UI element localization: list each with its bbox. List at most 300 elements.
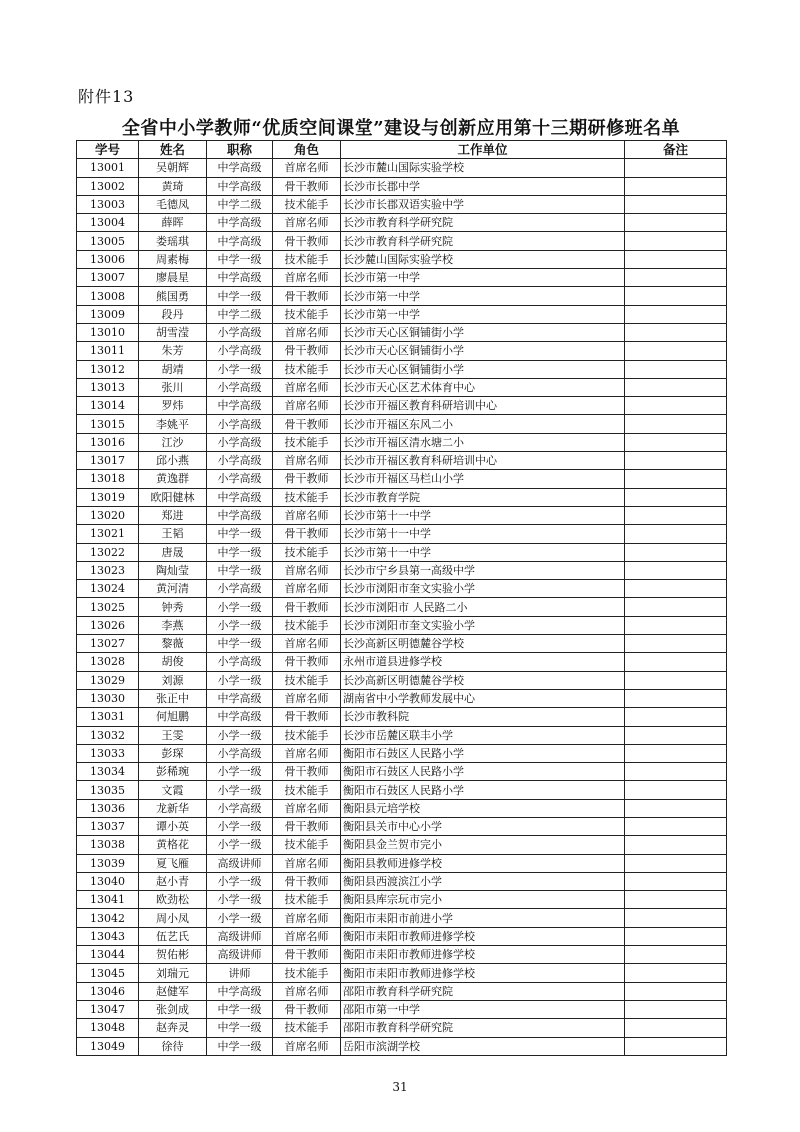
table-row: [77, 452, 727, 470]
cell-name: 朱芳: [139, 342, 207, 360]
cell-remark: [625, 452, 727, 470]
cell-name: 薛晖: [139, 214, 207, 232]
table-row: [77, 415, 727, 433]
cell-remark: [625, 525, 727, 543]
cell-rank: 中学一级: [207, 1019, 273, 1037]
table-row: [77, 616, 727, 634]
cell-work-unit: 衡阳市石鼓区人民路小学: [341, 744, 625, 762]
cell-remark: [625, 488, 727, 506]
cell-work-unit: 长沙市浏阳市奎文实验小学: [341, 580, 625, 598]
cell-rank: 中学一级: [207, 250, 273, 268]
cell-rank: 小学高级: [207, 415, 273, 433]
cell-remark: [625, 433, 727, 451]
cell-rank: 中学一级: [207, 1000, 273, 1018]
cell-name: 黄琦: [139, 177, 207, 195]
cell-student-id: 13015: [77, 415, 139, 433]
cell-work-unit: 长沙市开福区教育科研培训中心: [341, 452, 625, 470]
cell-remark: [625, 689, 727, 707]
cell-student-id: 13049: [77, 1037, 139, 1055]
cell-name: 唐晟: [139, 543, 207, 561]
cell-student-id: 13035: [77, 781, 139, 799]
cell-role: 技术能手: [273, 360, 341, 378]
cell-work-unit: 长沙麓山国际实验学校: [341, 250, 625, 268]
cell-remark: [625, 470, 727, 488]
column-header-title: 职称: [207, 141, 273, 159]
cell-work-unit: 衡阳县教师进修学校: [341, 854, 625, 872]
cell-name: 胡雪滢: [139, 323, 207, 341]
cell-student-id: 13026: [77, 616, 139, 634]
cell-remark: [625, 159, 727, 177]
cell-student-id: 13044: [77, 946, 139, 964]
cell-name: 赵奔灵: [139, 1019, 207, 1037]
table-row: [77, 964, 727, 982]
cell-student-id: 13036: [77, 799, 139, 817]
cell-role: 骨干教师: [273, 177, 341, 195]
cell-role: 技术能手: [273, 433, 341, 451]
cell-remark: [625, 1037, 727, 1055]
table-row: [77, 250, 727, 268]
cell-name: 黄河清: [139, 580, 207, 598]
cell-student-id: 13030: [77, 689, 139, 707]
cell-work-unit: 衡阳市石鼓区人民路小学: [341, 763, 625, 781]
cell-work-unit: 长沙市浏阳市奎文实验小学: [341, 616, 625, 634]
cell-work-unit: 长沙市天心区铜铺街小学: [341, 323, 625, 341]
cell-remark: [625, 836, 727, 854]
cell-name: 胡靖: [139, 360, 207, 378]
cell-work-unit: 长沙高新区明德麓谷学校: [341, 671, 625, 689]
cell-name: 张正中: [139, 689, 207, 707]
cell-remark: [625, 872, 727, 890]
cell-remark: [625, 708, 727, 726]
cell-rank: 小学一级: [207, 726, 273, 744]
cell-role: 首席名师: [273, 580, 341, 598]
cell-rank: 中学一级: [207, 635, 273, 653]
cell-rank: 中学高级: [207, 177, 273, 195]
table-row: [77, 708, 727, 726]
table-header-row: [77, 141, 727, 159]
cell-student-id: 13025: [77, 598, 139, 616]
cell-remark: [625, 927, 727, 945]
cell-work-unit: 长沙市教育科学研究院: [341, 232, 625, 250]
cell-role: 技术能手: [273, 1019, 341, 1037]
cell-rank: 高级讲师: [207, 946, 273, 964]
cell-work-unit: 长沙市第一中学: [341, 287, 625, 305]
cell-name: 王韬: [139, 525, 207, 543]
cell-rank: 小学高级: [207, 580, 273, 598]
cell-name: 陶灿莹: [139, 561, 207, 579]
cell-student-id: 13047: [77, 1000, 139, 1018]
table-row: [77, 781, 727, 799]
table-row: [77, 726, 727, 744]
cell-role: 骨干教师: [273, 653, 341, 671]
cell-student-id: 13045: [77, 964, 139, 982]
cell-student-id: 13023: [77, 561, 139, 579]
cell-student-id: 13040: [77, 872, 139, 890]
column-header-remark: 备注: [625, 141, 727, 159]
cell-role: 技术能手: [273, 305, 341, 323]
column-header-unit: 工作单位: [341, 141, 625, 159]
table-row: [77, 653, 727, 671]
cell-student-id: 13006: [77, 250, 139, 268]
cell-role: 首席名师: [273, 214, 341, 232]
cell-remark: [625, 598, 727, 616]
table-row: [77, 982, 727, 1000]
table-row: [77, 342, 727, 360]
document-title: 全省中小学教师“优质空间课堂”建设与创新应用第十三期研修班名单: [121, 118, 681, 139]
cell-remark: [625, 580, 727, 598]
cell-role: 首席名师: [273, 799, 341, 817]
cell-student-id: 13041: [77, 891, 139, 909]
cell-rank: 中学高级: [207, 488, 273, 506]
table-row: [77, 671, 727, 689]
cell-name: 吴朝辉: [139, 159, 207, 177]
cell-work-unit: 长沙市浏阳市 人民路二小: [341, 598, 625, 616]
table-row: [77, 817, 727, 835]
cell-remark: [625, 964, 727, 982]
cell-rank: 中学高级: [207, 506, 273, 524]
table-row: [77, 1000, 727, 1018]
cell-work-unit: 长沙市长郡双语实验中学: [341, 195, 625, 213]
cell-name: 何旭鹏: [139, 708, 207, 726]
cell-rank: 中学二级: [207, 305, 273, 323]
table-row: [77, 214, 727, 232]
table-row: [77, 506, 727, 524]
cell-work-unit: 衡阳县西渡滨江小学: [341, 872, 625, 890]
cell-student-id: 13037: [77, 817, 139, 835]
cell-rank: 小学一级: [207, 616, 273, 634]
table-row: [77, 543, 727, 561]
cell-work-unit: 岳阳市滨湖学校: [341, 1037, 625, 1055]
cell-student-id: 13038: [77, 836, 139, 854]
cell-name: 郑进: [139, 506, 207, 524]
cell-student-id: 13048: [77, 1019, 139, 1037]
cell-name: 邱小燕: [139, 452, 207, 470]
cell-remark: [625, 269, 727, 287]
cell-remark: [625, 177, 727, 195]
cell-rank: 小学一级: [207, 891, 273, 909]
cell-rank: 讲师: [207, 964, 273, 982]
cell-role: 骨干教师: [273, 525, 341, 543]
cell-role: 骨干教师: [273, 1000, 341, 1018]
cell-work-unit: 长沙市第一中学: [341, 305, 625, 323]
cell-rank: 小学一级: [207, 909, 273, 927]
cell-name: 谭小英: [139, 817, 207, 835]
cell-name: 贺佑彬: [139, 946, 207, 964]
cell-name: 王雯: [139, 726, 207, 744]
table-row: [77, 927, 727, 945]
cell-student-id: 13027: [77, 635, 139, 653]
table-row: [77, 488, 727, 506]
cell-remark: [625, 817, 727, 835]
cell-work-unit: 长沙市教育科学研究院: [341, 214, 625, 232]
cell-work-unit: 长沙市开福区清水塘二小: [341, 433, 625, 451]
cell-remark: [625, 342, 727, 360]
cell-role: 技术能手: [273, 964, 341, 982]
cell-rank: 小学高级: [207, 799, 273, 817]
cell-role: 骨干教师: [273, 817, 341, 835]
cell-work-unit: 长沙市开福区教育科研培训中心: [341, 397, 625, 415]
cell-rank: 小学高级: [207, 470, 273, 488]
cell-rank: 中学高级: [207, 689, 273, 707]
cell-student-id: 13013: [77, 378, 139, 396]
cell-role: 骨干教师: [273, 598, 341, 616]
table-row: [77, 287, 727, 305]
cell-rank: 中学高级: [207, 269, 273, 287]
cell-rank: 小学高级: [207, 653, 273, 671]
table-row: [77, 689, 727, 707]
cell-role: 技术能手: [273, 616, 341, 634]
attachment-label: 附件13: [78, 87, 135, 106]
cell-name: 钟秀: [139, 598, 207, 616]
table-row: [77, 360, 727, 378]
cell-work-unit: 邵阳市教育科学研究院: [341, 982, 625, 1000]
cell-name: 张剑成: [139, 1000, 207, 1018]
table-row: [77, 177, 727, 195]
column-header-role: 角色: [273, 141, 341, 159]
cell-student-id: 13004: [77, 214, 139, 232]
cell-remark: [625, 891, 727, 909]
table-row: [77, 305, 727, 323]
cell-name: 胡俊: [139, 653, 207, 671]
cell-role: 骨干教师: [273, 470, 341, 488]
cell-remark: [625, 799, 727, 817]
cell-rank: 中学一级: [207, 543, 273, 561]
cell-rank: 中学高级: [207, 397, 273, 415]
cell-work-unit: 长沙市开福区东风二小: [341, 415, 625, 433]
cell-remark: [625, 360, 727, 378]
cell-role: 技术能手: [273, 488, 341, 506]
cell-rank: 小学高级: [207, 342, 273, 360]
cell-rank: 高级讲师: [207, 927, 273, 945]
cell-remark: [625, 232, 727, 250]
table-row: [77, 763, 727, 781]
cell-name: 张川: [139, 378, 207, 396]
cell-remark: [625, 397, 727, 415]
cell-name: 文霞: [139, 781, 207, 799]
cell-work-unit: 衡阳县关市中心小学: [341, 817, 625, 835]
table-row: [77, 269, 727, 287]
table-row: [77, 872, 727, 890]
cell-student-id: 13029: [77, 671, 139, 689]
cell-student-id: 13032: [77, 726, 139, 744]
cell-name: 刘瑞元: [139, 964, 207, 982]
cell-rank: 小学一级: [207, 872, 273, 890]
cell-work-unit: 邵阳市教育科学研究院: [341, 1019, 625, 1037]
cell-role: 技术能手: [273, 726, 341, 744]
cell-student-id: 13028: [77, 653, 139, 671]
page-number: 31: [392, 1080, 408, 1094]
cell-name: 赵健军: [139, 982, 207, 1000]
cell-work-unit: 永州市道县进修学校: [341, 653, 625, 671]
cell-remark: [625, 1019, 727, 1037]
table-row: [77, 836, 727, 854]
table-row: [77, 946, 727, 964]
cell-work-unit: 长沙市麓山国际实验学校: [341, 159, 625, 177]
cell-role: 骨干教师: [273, 287, 341, 305]
roster-body: [77, 159, 727, 1056]
cell-rank: 小学一级: [207, 598, 273, 616]
cell-student-id: 13022: [77, 543, 139, 561]
cell-rank: 中学一级: [207, 287, 273, 305]
cell-name: 李姚平: [139, 415, 207, 433]
table-row: [77, 1019, 727, 1037]
cell-name: 欧劲松: [139, 891, 207, 909]
table-row: [77, 1037, 727, 1055]
cell-name: 龙新华: [139, 799, 207, 817]
table-row: [77, 854, 727, 872]
table-row: [77, 323, 727, 341]
cell-role: 骨干教师: [273, 872, 341, 890]
cell-remark: [625, 744, 727, 762]
cell-work-unit: 长沙市宁乡县第一高级中学: [341, 561, 625, 579]
cell-remark: [625, 909, 727, 927]
cell-role: 技术能手: [273, 836, 341, 854]
cell-name: 彭稀琬: [139, 763, 207, 781]
table-row: [77, 378, 727, 396]
cell-role: 首席名师: [273, 909, 341, 927]
cell-remark: [625, 378, 727, 396]
cell-student-id: 13039: [77, 854, 139, 872]
cell-rank: 中学高级: [207, 159, 273, 177]
cell-student-id: 13016: [77, 433, 139, 451]
cell-name: 伍艺氏: [139, 927, 207, 945]
table-row: [77, 470, 727, 488]
cell-role: 骨干教师: [273, 342, 341, 360]
cell-student-id: 13043: [77, 927, 139, 945]
table-row: [77, 195, 727, 213]
cell-role: 技术能手: [273, 781, 341, 799]
table-row: [77, 159, 727, 177]
cell-remark: [625, 543, 727, 561]
cell-rank: 小学一级: [207, 763, 273, 781]
cell-role: 骨干教师: [273, 763, 341, 781]
cell-role: 骨干教师: [273, 415, 341, 433]
cell-name: 刘源: [139, 671, 207, 689]
table-row: [77, 397, 727, 415]
cell-name: 毛德凤: [139, 195, 207, 213]
cell-role: 技术能手: [273, 195, 341, 213]
column-header-id: 学号: [77, 141, 139, 159]
cell-remark: [625, 415, 727, 433]
cell-role: 首席名师: [273, 1037, 341, 1055]
cell-rank: 高级讲师: [207, 854, 273, 872]
table-row: [77, 561, 727, 579]
cell-rank: 小学一级: [207, 836, 273, 854]
table-row: [77, 433, 727, 451]
cell-work-unit: 长沙市岳麓区联丰小学: [341, 726, 625, 744]
cell-remark: [625, 616, 727, 634]
cell-student-id: 13024: [77, 580, 139, 598]
cell-name: 夏飞雁: [139, 854, 207, 872]
cell-work-unit: 长沙市天心区铜铺街小学: [341, 360, 625, 378]
cell-student-id: 13014: [77, 397, 139, 415]
cell-student-id: 13007: [77, 269, 139, 287]
cell-remark: [625, 305, 727, 323]
cell-role: 首席名师: [273, 635, 341, 653]
table-row: [77, 635, 727, 653]
cell-rank: 中学一级: [207, 561, 273, 579]
cell-name: 江沙: [139, 433, 207, 451]
cell-name: 周小凤: [139, 909, 207, 927]
cell-work-unit: 长沙市天心区艺术体育中心: [341, 378, 625, 396]
cell-remark: [625, 214, 727, 232]
cell-work-unit: 长沙市开福区马栏山小学: [341, 470, 625, 488]
cell-student-id: 13009: [77, 305, 139, 323]
cell-role: 骨干教师: [273, 708, 341, 726]
cell-work-unit: 衡阳市耒阳市前进小学: [341, 909, 625, 927]
cell-remark: [625, 653, 727, 671]
cell-rank: 中学一级: [207, 525, 273, 543]
cell-role: 骨干教师: [273, 232, 341, 250]
cell-student-id: 13046: [77, 982, 139, 1000]
cell-role: 首席名师: [273, 506, 341, 524]
cell-work-unit: 长沙市长郡中学: [341, 177, 625, 195]
cell-rank: 中学高级: [207, 232, 273, 250]
cell-remark: [625, 195, 727, 213]
cell-rank: 中学高级: [207, 982, 273, 1000]
cell-work-unit: 衡阳市耒阳市教师进修学校: [341, 927, 625, 945]
cell-rank: 中学高级: [207, 708, 273, 726]
cell-role: 首席名师: [273, 323, 341, 341]
cell-student-id: 13010: [77, 323, 139, 341]
cell-work-unit: 衡阳市耒阳市教师进修学校: [341, 946, 625, 964]
cell-role: 骨干教师: [273, 946, 341, 964]
cell-work-unit: 长沙市第十一中学: [341, 525, 625, 543]
table-row: [77, 598, 727, 616]
cell-name: 娄瑶琪: [139, 232, 207, 250]
cell-name: 徐待: [139, 1037, 207, 1055]
cell-remark: [625, 1000, 727, 1018]
cell-student-id: 13034: [77, 763, 139, 781]
cell-student-id: 13003: [77, 195, 139, 213]
cell-remark: [625, 946, 727, 964]
cell-rank: 中学二级: [207, 195, 273, 213]
table-row: [77, 525, 727, 543]
cell-student-id: 13020: [77, 506, 139, 524]
cell-role: 技术能手: [273, 250, 341, 268]
cell-role: 首席名师: [273, 378, 341, 396]
column-header-name: 姓名: [139, 141, 207, 159]
cell-rank: 小学一级: [207, 360, 273, 378]
table-row: [77, 909, 727, 927]
cell-name: 黄逸群: [139, 470, 207, 488]
cell-work-unit: 长沙高新区明德麓谷学校: [341, 635, 625, 653]
cell-remark: [625, 982, 727, 1000]
cell-work-unit: 长沙市天心区铜铺街小学: [341, 342, 625, 360]
cell-remark: [625, 671, 727, 689]
cell-student-id: 13017: [77, 452, 139, 470]
cell-name: 罗炜: [139, 397, 207, 415]
cell-name: 欧阳健林: [139, 488, 207, 506]
cell-student-id: 13042: [77, 909, 139, 927]
cell-remark: [625, 781, 727, 799]
cell-rank: 小学高级: [207, 378, 273, 396]
cell-work-unit: 衡阳县库宗玩市完小: [341, 891, 625, 909]
cell-student-id: 13001: [77, 159, 139, 177]
cell-role: 首席名师: [273, 269, 341, 287]
cell-work-unit: 长沙市教科院: [341, 708, 625, 726]
cell-rank: 中学高级: [207, 214, 273, 232]
cell-role: 首席名师: [273, 854, 341, 872]
cell-rank: 小学高级: [207, 744, 273, 762]
cell-rank: 小学高级: [207, 433, 273, 451]
cell-role: 首席名师: [273, 689, 341, 707]
cell-work-unit: 衡阳市耒阳市教师进修学校: [341, 964, 625, 982]
cell-remark: [625, 726, 727, 744]
cell-role: 首席名师: [273, 561, 341, 579]
cell-work-unit: 衡阳县元培学校: [341, 799, 625, 817]
cell-role: 技术能手: [273, 543, 341, 561]
